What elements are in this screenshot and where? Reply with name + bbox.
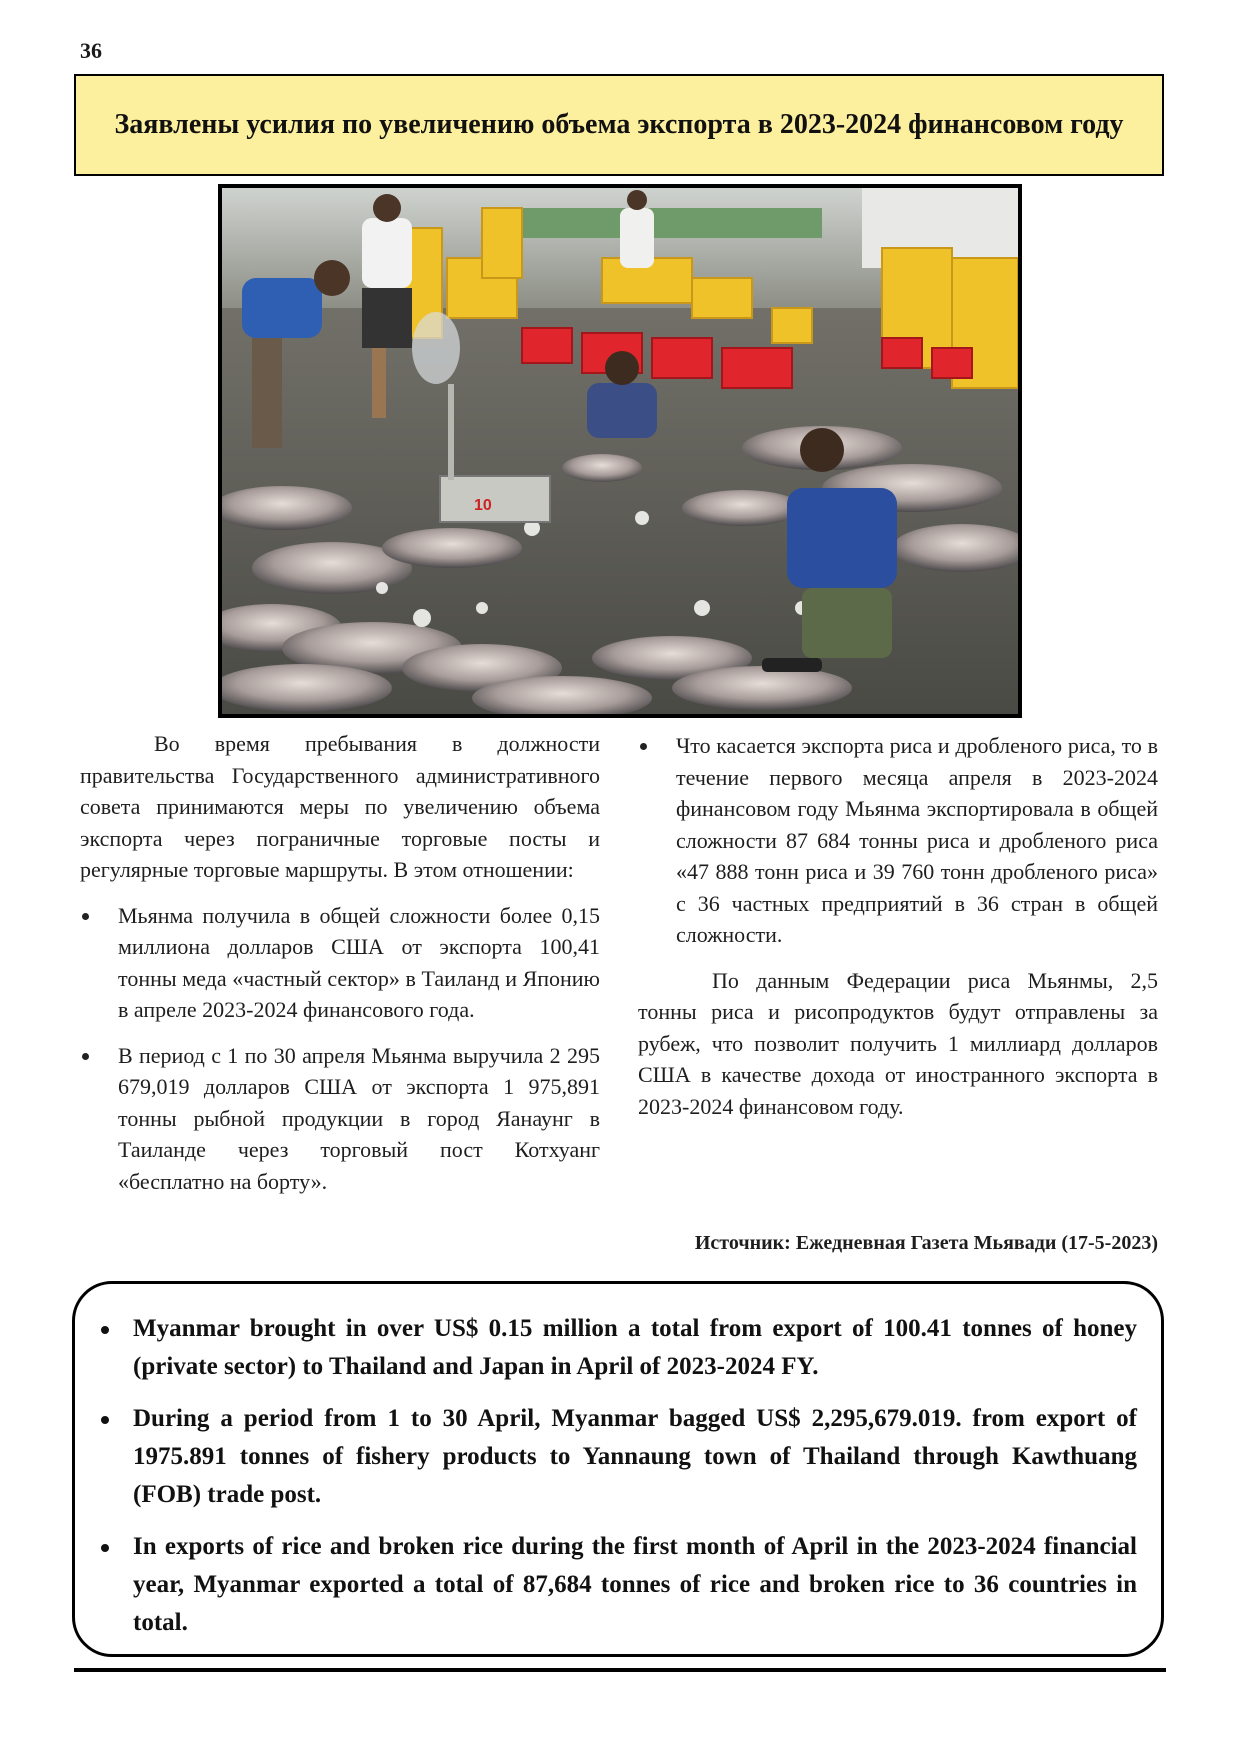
article-title: Заявлены усилия по увеличению объема экспорта в 2023-2024 финансовом году: [114, 109, 1124, 140]
scale-label: 10: [474, 497, 492, 514]
right-column: [638, 730, 1158, 1122]
rice-federation-paragraph: По данным Федерации риса Мьянмы, 2,5 тонны риса и рисопродуктов будут отправлены за рубеж, что позволит получить 1 миллиард долларов США в качестве дохода от иностранного экспорта в 2023-2024 финансовом году.: [638, 967, 1158, 1119]
photo-illustration: [222, 188, 1018, 714]
left-column: [80, 728, 600, 1211]
list-item: Что касается экспорта риса и дробленого риса, то в течение первого месяца апреля в 2023-2024 финансовом году Мьянма экспортировала в общей сложности 87 684 тонны риса и дробленого риса «47 888 тонн риса и 39 760 тонн дробленого риса» с 36 частных предприятий в 36 стран в общей сложности.: [638, 730, 1158, 951]
footer-rule: [74, 1668, 1166, 1672]
title-banner: [74, 74, 1164, 176]
summary-item: Myanmar brought in over US$ 0.15 million a total from export of 100.41 tonnes of honey (private sector) to Thailand and Japan in April of 2023-2024 FY.: [99, 1310, 1137, 1386]
intro-paragraph: Во время пребывания в должности правительства Государственного административного совета принимаются меры по увеличению объема экспорта через пограничные торговые посты и регулярные торговые маршруты. В этом отношении:: [80, 731, 600, 882]
list-item: В период с 1 по 30 апреля Мьянма выручила 2 295 679,019 долларов США от экспорта 1 975,891 тонны рыбной продукции в город Яанаунг в Таиланде через торговый пост Котхуанг «бесплатно на борту».: [80, 1040, 600, 1198]
fish-market-photo: [218, 184, 1022, 718]
summary-list: [99, 1310, 1137, 1642]
page-number: 36: [80, 38, 102, 63]
source-citation: Источник: Ежедневная Газета Мьявади (17-5-2023): [694, 1232, 1158, 1254]
list-item: Мьянма получила в общей сложности более 0,15 миллиона долларов США от экспорта 100,41 тонны меда «частный сектор» в Таиланд и Японию в апреле 2023-2024 финансового года.: [80, 900, 600, 1026]
summary-item: During a period from 1 to 30 April, Myanmar bagged US$ 2,295,679.019. from export of 1975.891 tonnes of fishery products to Yannaung town of Thailand through Kawthuang (FOB) trade post.: [99, 1400, 1137, 1514]
english-summary-box: [72, 1281, 1164, 1657]
summary-item: In exports of rice and broken rice during the first month of April in the 2023-2024 financial year, Myanmar exported a total of 87,684 tonnes of rice and broken rice to 36 countries in total.: [99, 1528, 1137, 1642]
left-bullet-list: [80, 900, 600, 1198]
right-bullet-list: [638, 730, 1158, 951]
